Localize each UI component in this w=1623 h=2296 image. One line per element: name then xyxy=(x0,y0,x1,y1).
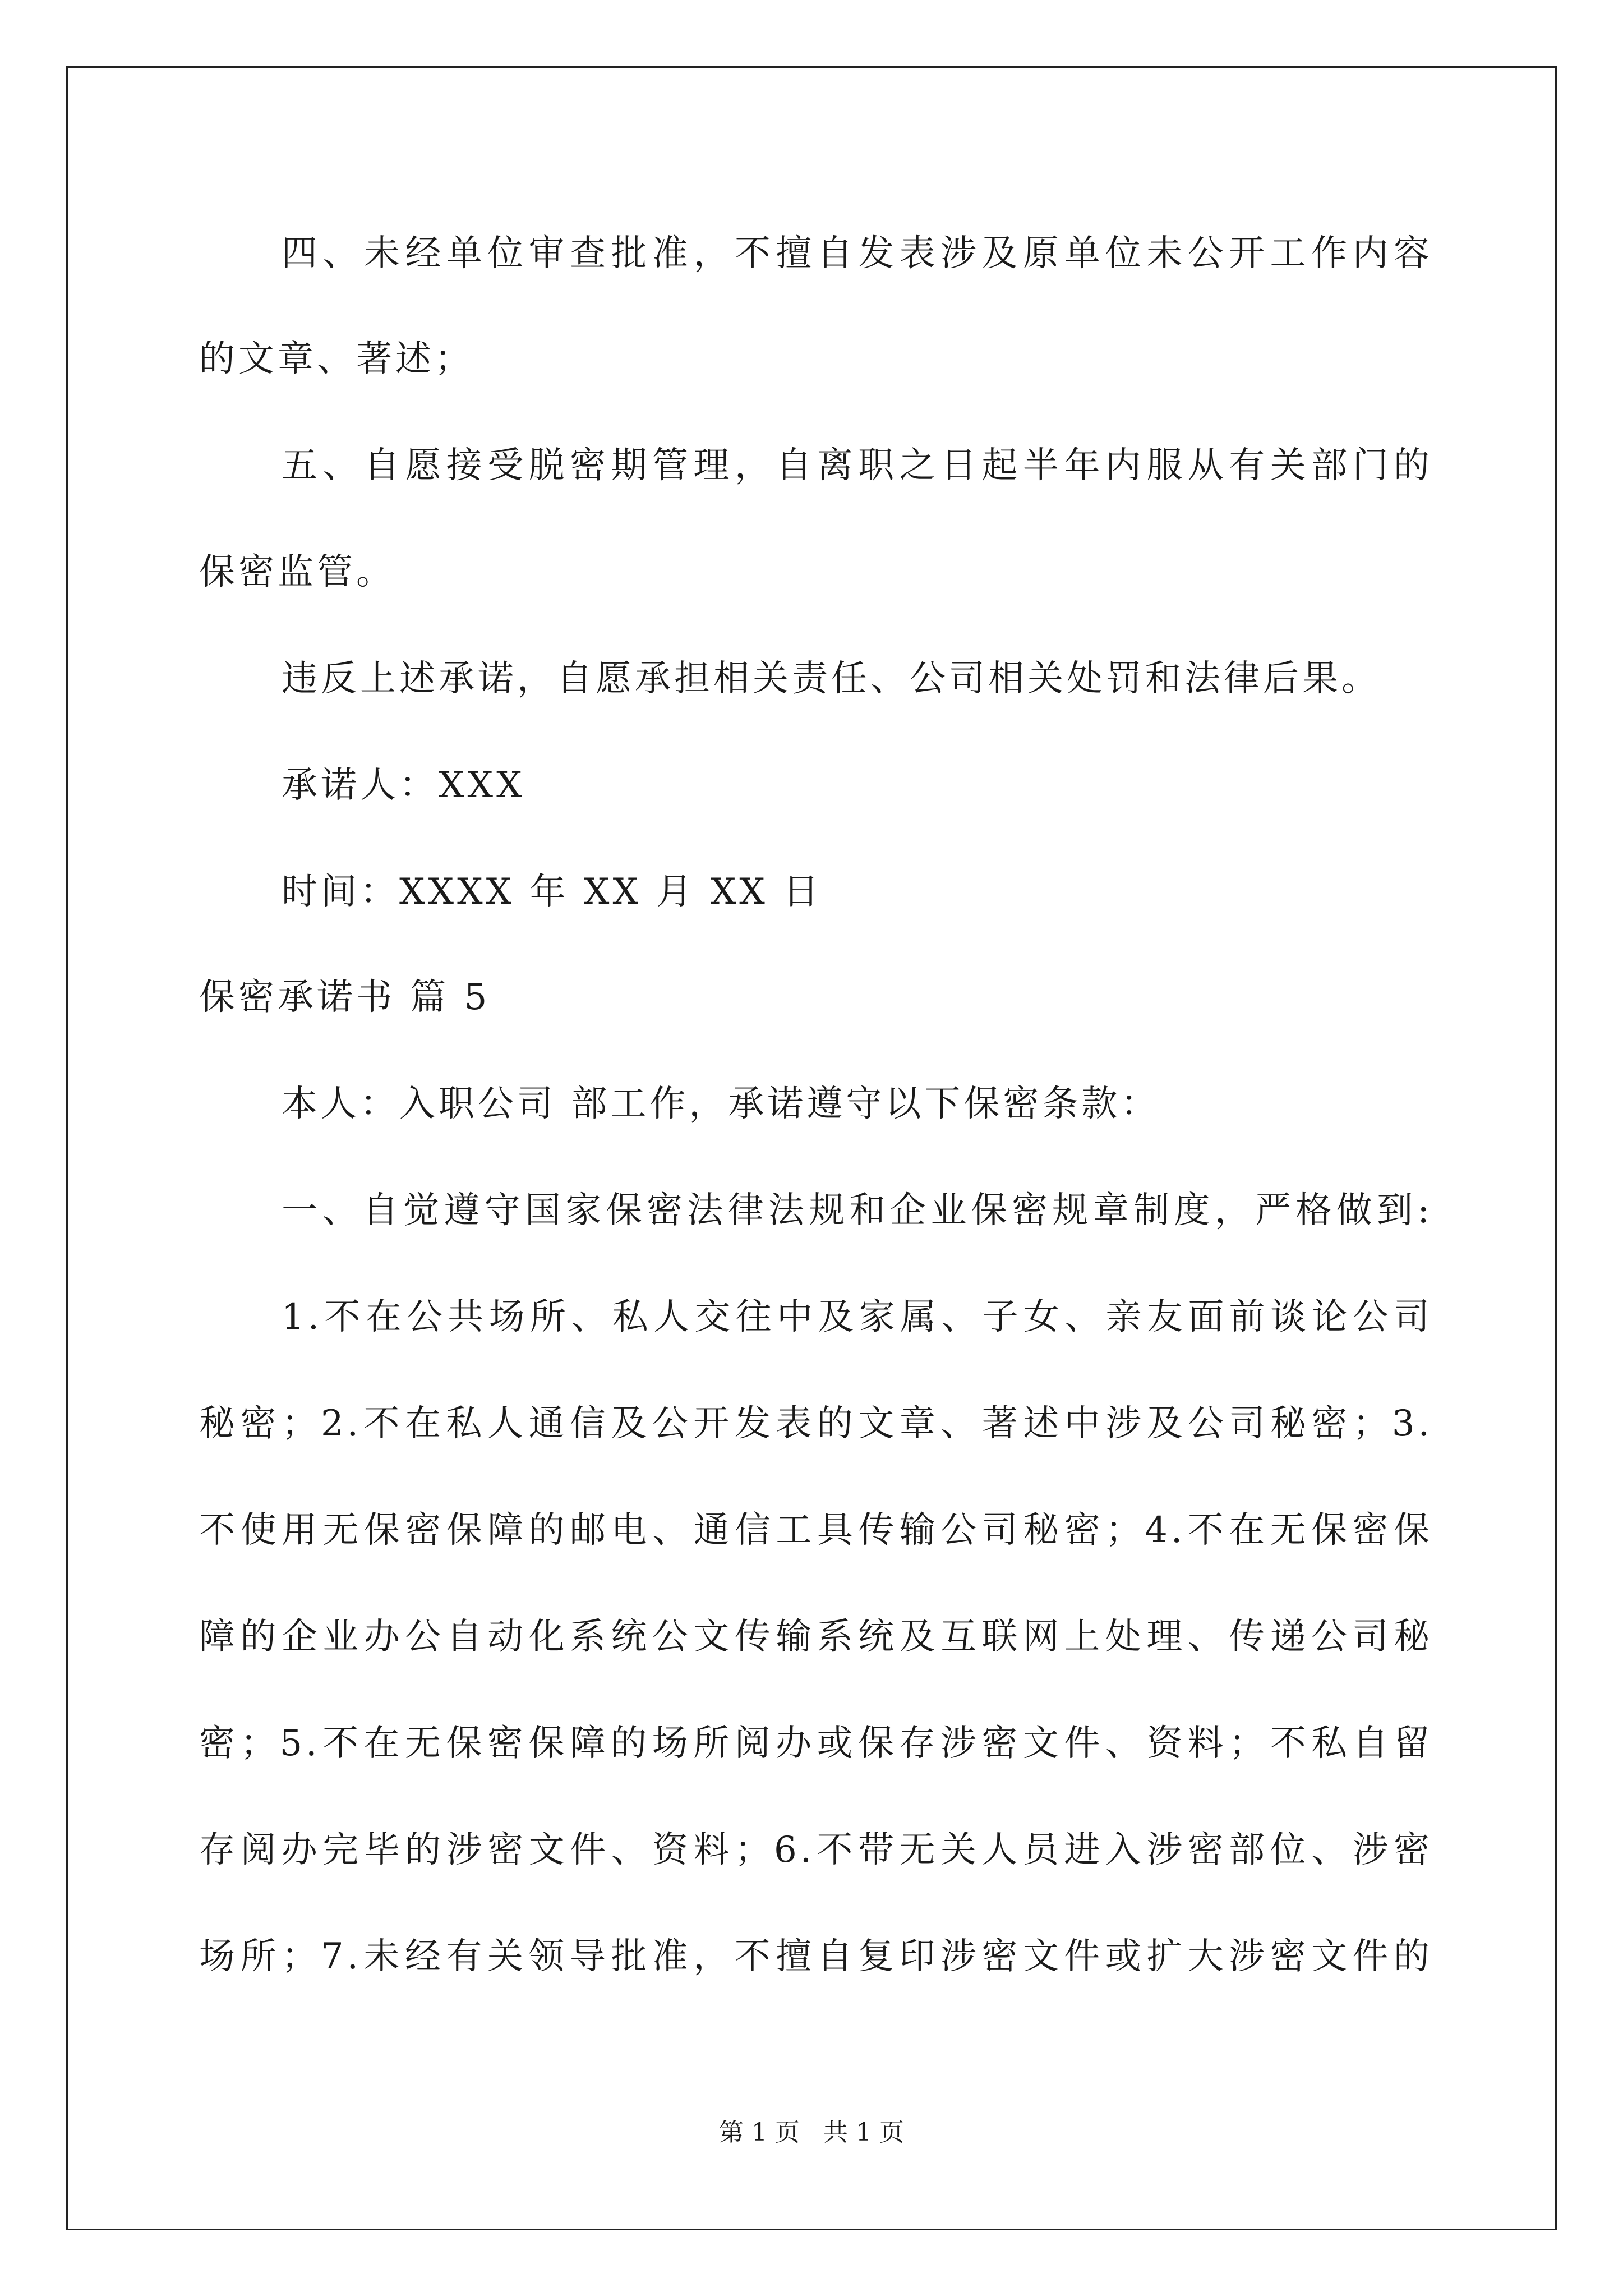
paragraph-line: 违反上述承诺，自愿承担相关责任、公司相关处罚和法律后果。 xyxy=(282,658,1381,700)
paragraph-line: 1.不在公共场所、私人交往中及家属、子女、亲友面前谈论公司 xyxy=(282,1296,1433,1338)
signer-line: 承诺人：XXX xyxy=(282,765,525,806)
paragraph-line: 本人：入职公司 部工作，承诺遵守以下保密条款： xyxy=(282,1083,1160,1125)
paragraph-line: 场所；7.未经有关领导批准，不擅自复印涉密文件或扩大涉密文件的 xyxy=(199,1936,1433,1977)
paragraph-line: 五、自愿接受脱密期管理，自离职之日起半年内服从有关部门的 xyxy=(282,445,1433,486)
paragraph-line: 保密监管。 xyxy=(199,551,395,593)
date-line: 时间：XXXX 年 XX 月 XX 日 xyxy=(282,871,823,913)
paragraph-line: 四、未经单位审查批准，不擅自发表涉及原单位未公开工作内容 xyxy=(282,233,1433,274)
paragraph-line: 存阅办完毕的涉密文件、资料；6.不带无关人员进入涉密部位、涉密 xyxy=(199,1829,1433,1871)
paragraph-line: 不使用无保密保障的邮电、通信工具传输公司秘密；4.不在无保密保 xyxy=(199,1510,1433,1551)
section-heading: 保密承诺书 篇 5 xyxy=(199,977,491,1018)
paragraph-line: 秘密；2.不在私人通信及公开发表的文章、著述中涉及公司秘密；3. xyxy=(199,1403,1433,1444)
page-border xyxy=(66,66,1557,2230)
page-number-footer: 第 1 页 共 1 页 xyxy=(719,2118,904,2147)
paragraph-line: 密；5.不在无保密保障的场所阅办或保存涉密文件、资料；不私自留 xyxy=(199,1723,1433,1764)
paragraph-line: 障的企业办公自动化系统公文传输系统及互联网上处理、传递公司秘 xyxy=(199,1616,1433,1658)
paragraph-line: 一、自觉遵守国家保密法律法规和企业保密规章制度，严格做到: xyxy=(282,1190,1433,1231)
paragraph-line: 的文章、著述； xyxy=(199,338,474,380)
